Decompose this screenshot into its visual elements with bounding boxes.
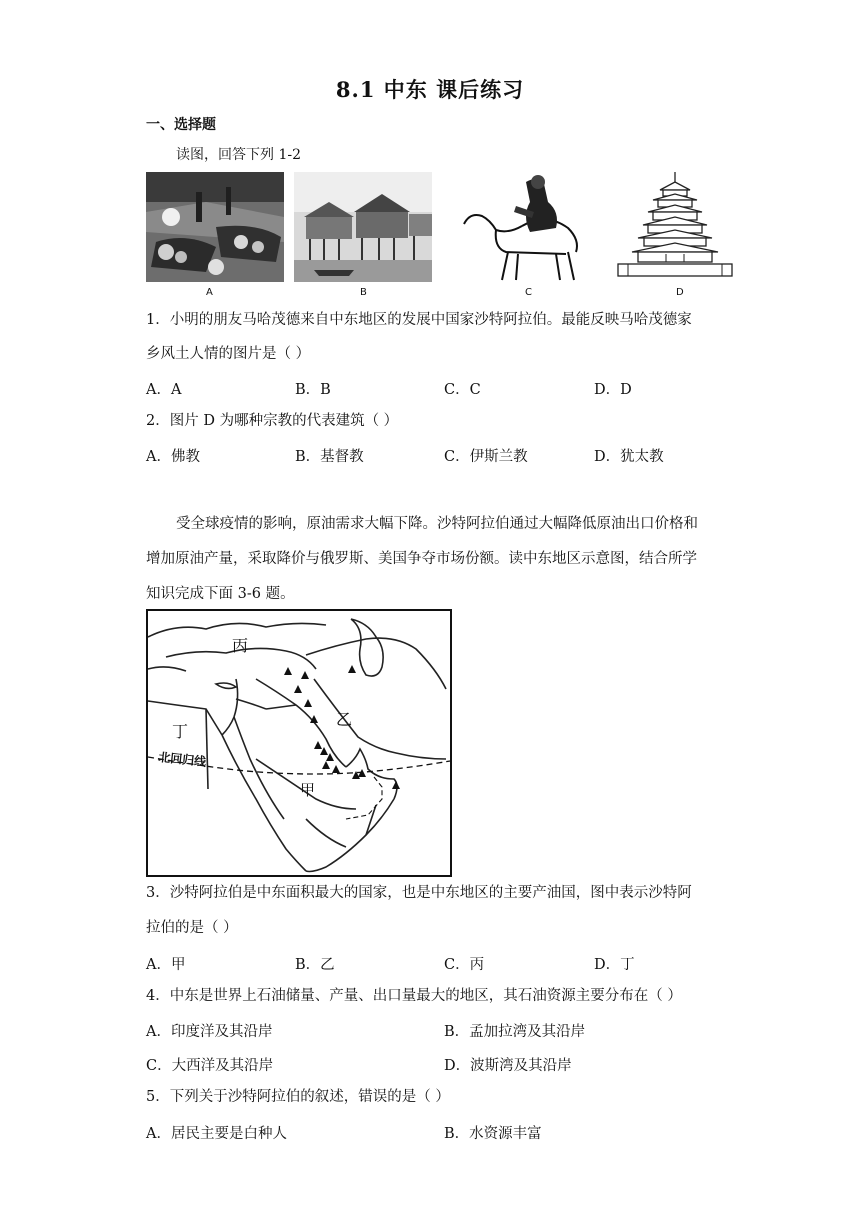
question-4-option-d: D．波斯湾及其沿岸 bbox=[444, 1058, 572, 1074]
question-1-option-c: C．C bbox=[444, 382, 481, 398]
map-label-tropic: 北回归线 bbox=[157, 750, 207, 770]
question-4-line-1: 4．中东是世界上石油储量、产量、出口量最大的地区，其石油资源主要分布在（ ） bbox=[146, 988, 682, 1004]
figure-c-label: C bbox=[525, 287, 532, 298]
question-4-option-b: B．孟加拉湾及其沿岸 bbox=[444, 1024, 586, 1040]
question-5-option-b: B．水资源丰富 bbox=[444, 1126, 542, 1142]
passage-line-1: 受全球疫情的影响，原油需求大幅下降。沙特阿拉伯通过大幅降低原油出口价格和 bbox=[176, 516, 698, 532]
figure-d-label: D bbox=[676, 287, 684, 298]
question-3-option-d: D．丁 bbox=[594, 957, 635, 973]
question-1-line-2: 乡风土人情的图片是（ ） bbox=[146, 346, 311, 362]
map-label-ding: 丁 bbox=[172, 722, 189, 741]
passage-line-2: 增加原油产量，采取降价与俄罗斯、美国争夺市场份额。读中东地区示意图，结合所学 bbox=[146, 551, 697, 567]
question-1-option-d: D．D bbox=[594, 382, 632, 398]
page-title: 8.1 中东 课后练习 bbox=[335, 77, 525, 102]
question-2-option-a: A．佛教 bbox=[146, 449, 200, 465]
question-5-line-1: 5．下列关于沙特阿拉伯的叙述，错误的是（ ） bbox=[146, 1089, 450, 1105]
question-3-option-c: C．丙 bbox=[444, 957, 485, 973]
question-3-option-b: B．乙 bbox=[295, 957, 335, 973]
question-3-option-a: A．甲 bbox=[146, 957, 186, 973]
passage-line-3: 知识完成下面 3-6 题。 bbox=[146, 586, 295, 602]
question-4-option-c: C．大西洋及其沿岸 bbox=[146, 1058, 274, 1074]
figure-c-image bbox=[456, 172, 586, 282]
question-5-option-a: A．居民主要是白种人 bbox=[146, 1126, 287, 1142]
question-1-line-1: 1．小明的朋友马哈茂德来自中东地区的发展中国家沙特阿拉伯。最能反映马哈茂德家 bbox=[146, 312, 692, 328]
figure-b-image bbox=[294, 172, 432, 282]
section-heading: 一、选择题 bbox=[146, 117, 216, 133]
figure-b-label: B bbox=[360, 287, 367, 298]
question-1-option-a: A．A bbox=[146, 382, 182, 398]
question-3-line-2: 拉伯的是（ ） bbox=[146, 920, 238, 936]
figure-d-image bbox=[608, 172, 742, 282]
question-2-option-b: B．基督教 bbox=[295, 449, 364, 465]
question-2-option-c: C．伊斯兰教 bbox=[444, 449, 528, 465]
middle-east-map bbox=[146, 609, 452, 877]
question-2-line-1: 2．图片 D 为哪种宗教的代表建筑（ ） bbox=[146, 413, 399, 429]
figure-a-image bbox=[146, 172, 284, 282]
map-label-bing: 丙 bbox=[232, 636, 249, 655]
question-1-option-b: B．B bbox=[295, 382, 331, 398]
figure-a-label: A bbox=[206, 287, 213, 298]
question-3-line-1: 3．沙特阿拉伯是中东面积最大的国家，也是中东地区的主要产油国，图中表示沙特阿 bbox=[146, 885, 692, 901]
map-label-jia: 甲 bbox=[300, 781, 316, 799]
map-label-yi: 乙 bbox=[336, 710, 353, 729]
instruction: 读图，回答下列 1-2 bbox=[176, 147, 301, 163]
question-4-option-a: A．印度洋及其沿岸 bbox=[146, 1024, 273, 1040]
question-2-option-d: D．犹太教 bbox=[594, 449, 664, 465]
